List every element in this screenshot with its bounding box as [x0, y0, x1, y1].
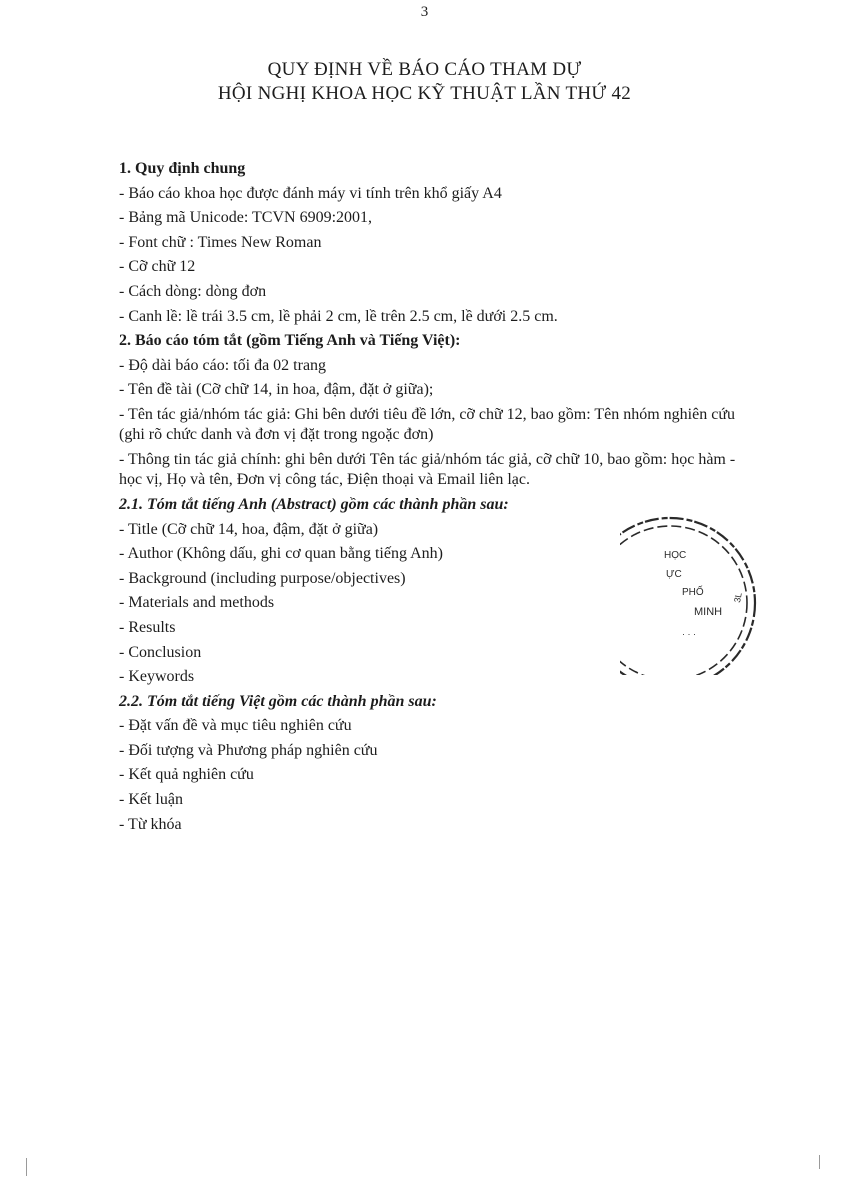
list-item: - Conclusion [119, 643, 202, 661]
list-item: - Kết quả nghiên cứu [119, 766, 254, 784]
seal-text: ỰC [666, 569, 682, 580]
list-item: - Canh lề: lề trái 3.5 cm, lề phải 2 cm, lề trên 2.5 cm, lề dưới 2.5 cm. [119, 307, 558, 325]
title-line-1: QUY ĐỊNH VỀ BÁO CÁO THAM DỰ [267, 59, 582, 80]
section-2-2-heading: 2.2. Tóm tắt tiếng Việt gồm các thành phần sau: [119, 692, 437, 710]
list-item: - Kết luận [119, 791, 183, 809]
list-item: - Results [119, 618, 176, 636]
list-item: - Báo cáo khoa học được đánh máy vi tính trên khổ giấy A4 [119, 184, 502, 202]
page-number: 3 [420, 4, 429, 20]
list-item: - Thông tin tác giả chính: ghi bên dưới Tên tác giả/nhóm tác giả, cỡ chữ 10, bao gồm: học hàm - học vị, Họ và tên, Đơn vị công tác, Điện thoại và Email liên lạc. [119, 450, 736, 488]
seal-graphic [620, 515, 770, 675]
list-item: - Keywords [119, 668, 195, 686]
scan-margin-mark [819, 1155, 820, 1169]
list-item: - Author (Không dấu, ghi cơ quan bằng tiếng Anh) [119, 545, 443, 563]
seal-text: PHỐ [682, 587, 704, 598]
list-item: - Tên đề tài (Cỡ chữ 14, in hoa, đậm, đặt ở giữa); [119, 381, 434, 399]
list-item: - Font chữ : Times New Roman [119, 233, 322, 251]
seal-text: HỌC [664, 550, 687, 561]
seal-dots: · · · [682, 629, 696, 639]
list-item: - Background (including purpose/objectives) [119, 569, 406, 587]
list-item: - Từ khóa [119, 815, 182, 833]
official-seal-stamp [620, 515, 770, 675]
list-item: - Đối tượng và Phương pháp nghiên cứu [119, 741, 378, 759]
scan-margin-mark [26, 1158, 27, 1176]
section-1-heading: 1. Quy định chung [119, 160, 246, 177]
list-item: - Title (Cỡ chữ 14, hoa, đậm, đặt ở giữa) [119, 520, 379, 538]
section-2-1-heading: 2.1. Tóm tắt tiếng Anh (Abstract) gồm các thành phần sau: [119, 495, 509, 513]
document-body [119, 157, 744, 837]
list-item: - Tên tác giả/nhóm tác giả: Ghi bên dưới tiêu đề lớn, cỡ chữ 12, bao gồm: Tên nhóm nghiên cứu (ghi rõ chức danh và đơn vị đặt trong ngoặc đơn) [119, 405, 735, 443]
list-item: - Bảng mã Unicode: TCVN 6909:2001, [119, 209, 373, 227]
list-item: - Cách dòng: dòng đơn [119, 282, 267, 300]
title-line-2: HỘI NGHỊ KHOA HỌC KỸ THUẬT LẦN THỨ 42 [217, 83, 632, 104]
list-item: - Cỡ chữ 12 [119, 258, 196, 276]
document-title [0, 58, 849, 106]
seal-inner-ring [620, 526, 747, 675]
list-item: - Materials and methods [119, 594, 275, 612]
list-item: - Độ dài báo cáo: tối đa 02 trang [119, 356, 327, 374]
section-2-heading: 2. Báo cáo tóm tắt (gồm Tiếng Anh và Tiếng Việt): [119, 332, 461, 350]
list-item: - Đặt vấn đề và mục tiêu nghiên cứu [119, 717, 352, 735]
seal-text: 3L [732, 591, 744, 604]
seal-text: MINH [694, 606, 723, 618]
